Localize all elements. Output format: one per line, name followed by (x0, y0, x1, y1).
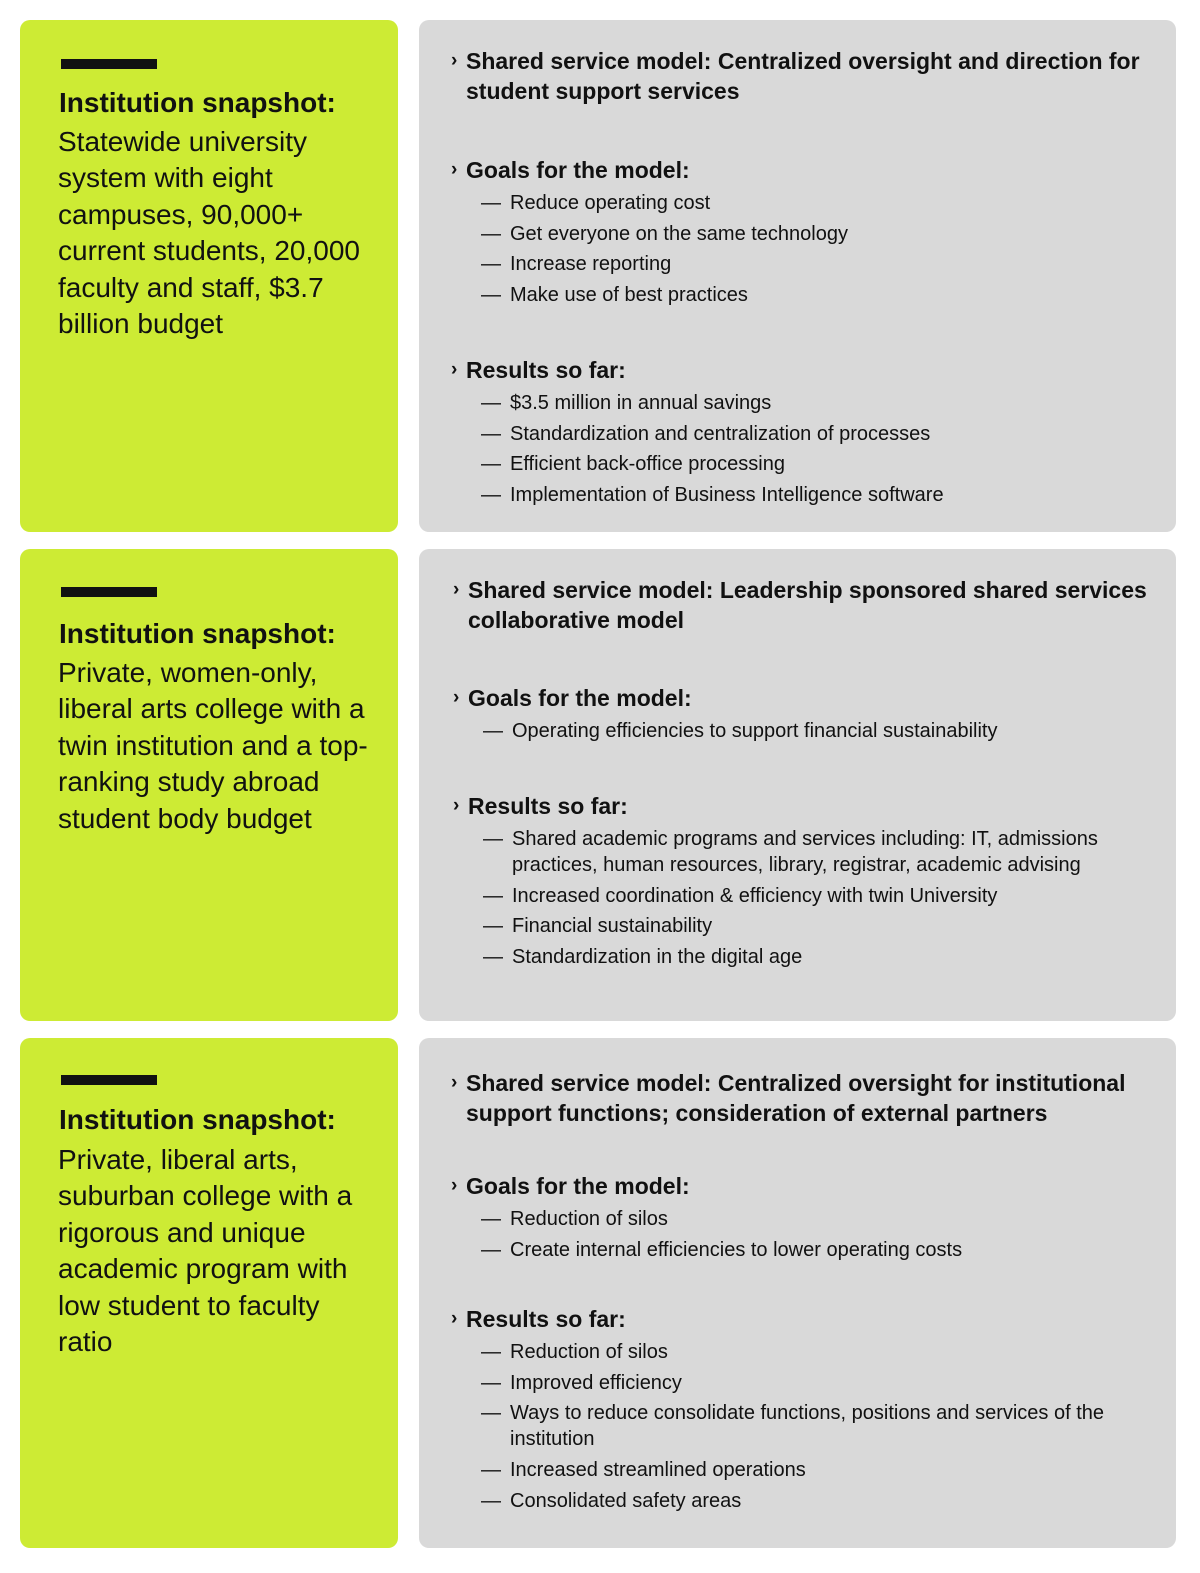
dash-icon: — (481, 1207, 501, 1230)
dash-icon: — (483, 915, 503, 938)
model-section (451, 1068, 1156, 1128)
dash-icon: — (481, 422, 501, 445)
dash-icon: — (481, 453, 501, 476)
chevron-right-icon: › (451, 50, 458, 71)
accent-bar (61, 587, 157, 597)
details-panel (419, 549, 1176, 1021)
dash-icon: — (481, 1402, 501, 1425)
dash-icon: — (481, 391, 501, 414)
details-panel (419, 1038, 1176, 1548)
list-item: — Efficient back-office processing (481, 453, 785, 476)
list-item: — Operating efficiencies to support financial sustainability (483, 719, 998, 742)
dash-icon: — (481, 191, 501, 214)
chevron-right-icon: › (451, 359, 458, 380)
snapshot-title: Institution snapshot: (59, 87, 336, 118)
list-item: — Consolidated safety areas (481, 1489, 742, 1512)
results-heading: Results so far: (466, 357, 626, 383)
snapshot-title: Institution snapshot: (59, 1104, 336, 1135)
dash-icon: — (481, 1489, 501, 1512)
results-list (451, 1339, 1156, 1514)
model-heading: Shared service model: Leadership sponsored shared services collaborative model (468, 577, 1147, 633)
snapshot-description: Statewide university system with eight campuses, 90,000+ current students, 20,000 faculty and staff, $3.7 billion budget (58, 126, 360, 340)
goals-heading: Goals for the model: (468, 685, 692, 711)
accent-bar (61, 1075, 157, 1085)
model-section (451, 46, 1156, 106)
chevron-right-icon: › (451, 1175, 458, 1196)
institution-block-2 (20, 549, 1176, 1021)
goals-section (451, 1171, 1156, 1263)
snapshot-title: Institution snapshot: (59, 618, 336, 649)
list-item: — Standardization in the digital age (483, 946, 803, 969)
list-item: — Reduction of silos (481, 1340, 668, 1363)
model-section (453, 575, 1156, 635)
snapshot-description: Private, liberal arts, suburban college with a rigorous and unique academic program with low student to faculty ratio (58, 1144, 353, 1358)
goals-section (453, 683, 1156, 744)
results-list (453, 826, 1156, 970)
dash-icon: — (481, 1371, 501, 1394)
dash-icon: — (481, 1340, 501, 1363)
dash-icon: — (481, 1459, 501, 1482)
list-item: — Shared academic programs and services including: IT, admissions practices, human resources, library, registrar, academic advising (483, 827, 1098, 876)
results-list (451, 390, 1156, 508)
list-item: — Standardization and centralization of processes (481, 422, 931, 445)
institution-block-1 (20, 20, 1176, 532)
list-item: — Reduction of silos (481, 1207, 668, 1230)
goals-heading: Goals for the model: (466, 1173, 690, 1199)
chevron-right-icon: › (451, 1308, 458, 1329)
list-item: — Increased coordination & efficiency with twin University (483, 884, 998, 907)
model-heading: Shared service model: Centralized oversight for institutional support functions; consideration of external partners (466, 1070, 1126, 1126)
results-heading: Results so far: (466, 1306, 626, 1332)
list-item: — Create internal efficiencies to lower operating costs (481, 1238, 963, 1261)
list-item: — Make use of best practices (481, 284, 748, 307)
list-item: — Ways to reduce consolidate functions, positions and services of the institution (481, 1402, 1105, 1451)
list-item: — Implementation of Business Intelligence software (481, 484, 944, 507)
snapshot-panel (20, 20, 398, 532)
snapshot-panel (20, 549, 398, 1021)
results-section (453, 791, 1156, 970)
chevron-right-icon: › (453, 795, 460, 816)
list-item: — Improved efficiency (481, 1371, 682, 1394)
dash-icon: — (481, 222, 501, 245)
snapshot-description: Private, women-only, liberal arts college with a twin institution and a top-ranking study abroad student body budget (58, 657, 368, 834)
results-section (451, 355, 1156, 508)
dash-icon: — (481, 484, 501, 507)
dash-icon: — (483, 946, 503, 969)
chevron-right-icon: › (453, 579, 460, 600)
list-item: — Reduce operating cost (481, 191, 711, 214)
dash-icon: — (481, 284, 501, 307)
chevron-right-icon: › (451, 159, 458, 180)
institution-block-3 (20, 1038, 1176, 1548)
dash-icon: — (483, 719, 503, 742)
details-panel (419, 20, 1176, 532)
dash-icon: — (483, 827, 503, 850)
dash-icon: — (481, 253, 501, 276)
dash-icon: — (481, 1238, 501, 1261)
goals-list (451, 1206, 1156, 1263)
list-item: — Get everyone on the same technology (481, 222, 848, 245)
list-item: — Increase reporting (481, 253, 672, 276)
model-heading: Shared service model: Centralized oversight and direction for student support services (466, 48, 1140, 104)
goals-section (451, 155, 1156, 308)
goals-list (453, 718, 1156, 744)
chevron-right-icon: › (451, 1072, 458, 1093)
list-item: — $3.5 million in annual savings (481, 391, 772, 414)
list-item: — Financial sustainability (483, 915, 713, 938)
snapshot-panel (20, 1038, 398, 1548)
list-item: — Increased streamlined operations (481, 1459, 806, 1482)
goals-heading: Goals for the model: (466, 157, 690, 183)
results-section (451, 1304, 1156, 1514)
results-heading: Results so far: (468, 793, 628, 819)
accent-bar (61, 59, 157, 69)
goals-list (451, 190, 1156, 308)
dash-icon: — (483, 884, 503, 907)
chevron-right-icon: › (453, 687, 460, 708)
